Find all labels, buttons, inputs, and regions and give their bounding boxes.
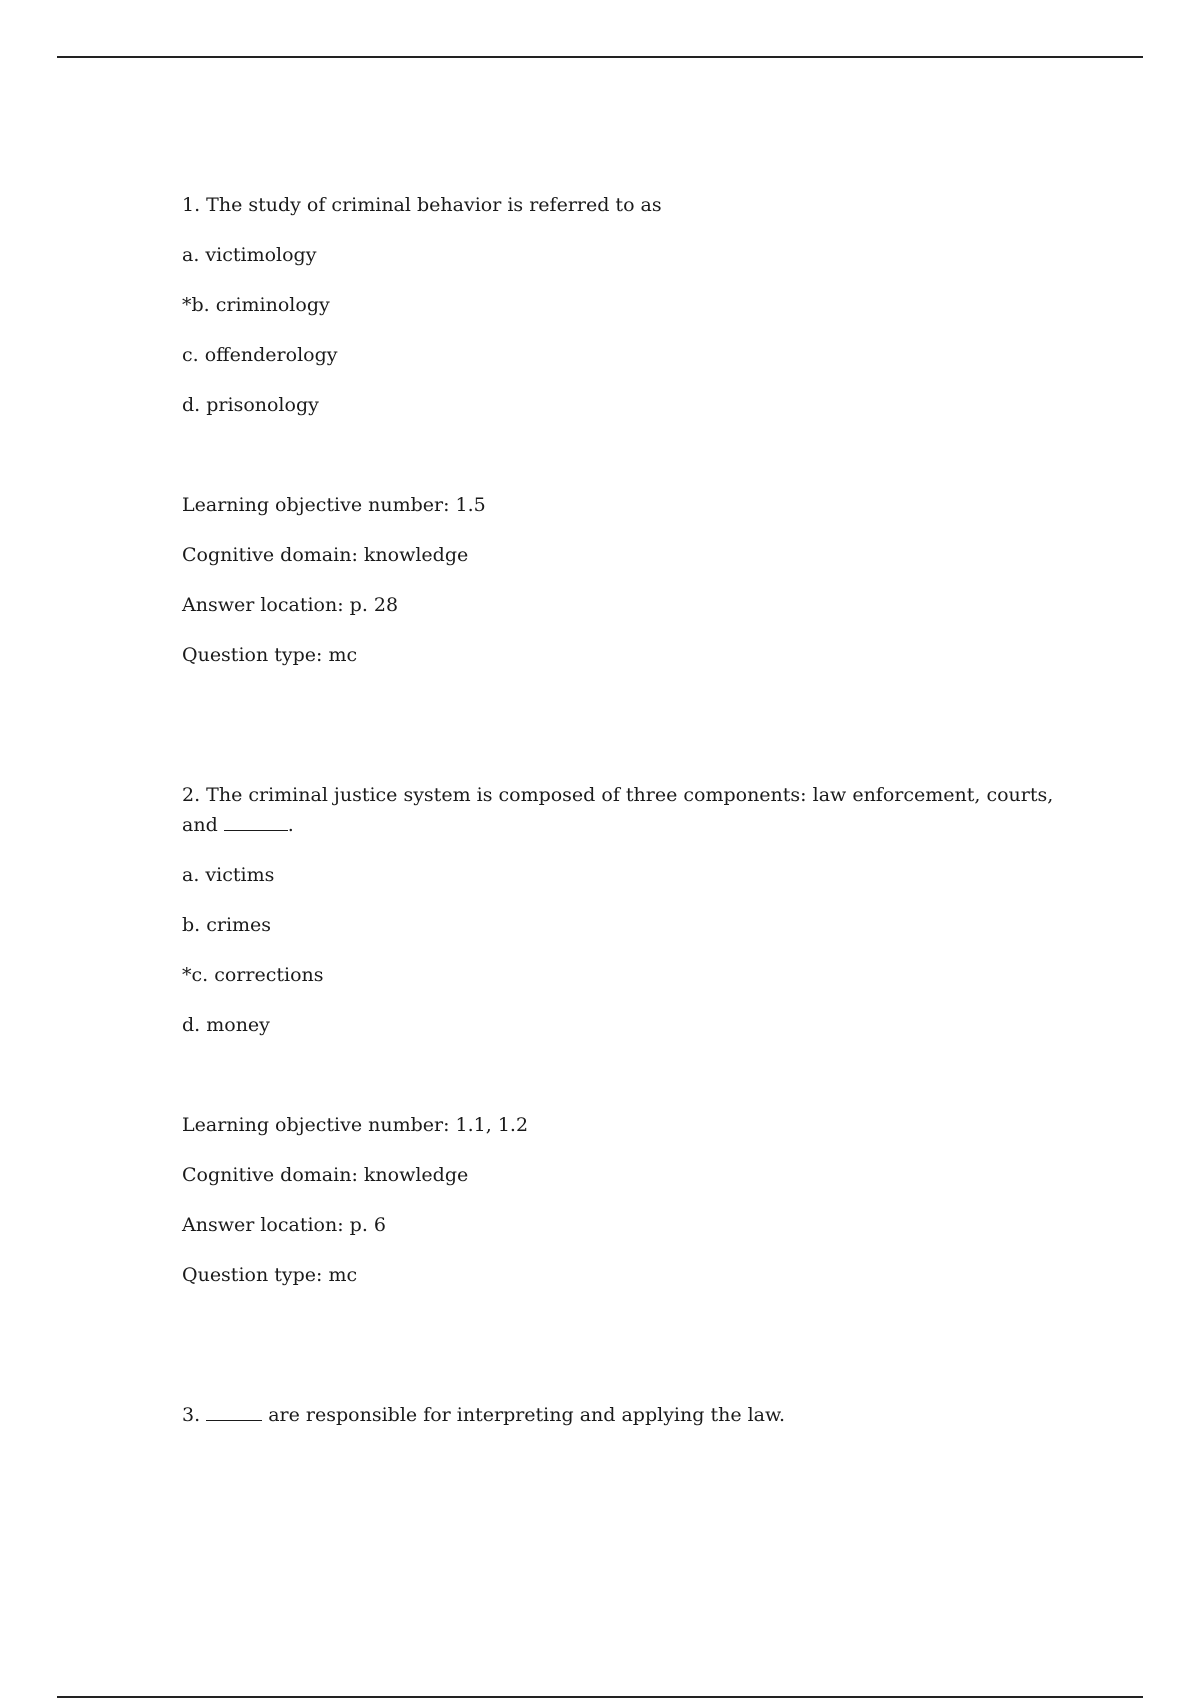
question-2 — [182, 780, 1062, 1290]
question-stem-text: 2. The criminal justice system is composed of three components: law enforcement, courts, and — [182, 784, 1060, 836]
fill-in-blank — [224, 812, 288, 831]
question-stem-end: . — [287, 814, 294, 836]
question-stem — [182, 1400, 1062, 1430]
answer-location: Answer location: p. 6 — [182, 1214, 386, 1236]
question-type: Question type: mc — [182, 1264, 358, 1286]
question-number: 3. — [182, 1404, 201, 1426]
answer-option-c: c. offenderology — [182, 344, 338, 366]
answer-option-d: d. prisonology — [182, 394, 319, 416]
document-body — [182, 190, 1062, 1450]
fill-in-blank — [206, 1402, 262, 1421]
question-stem: 1. The study of criminal behavior is referred to as — [182, 194, 662, 216]
cognitive-domain: Cognitive domain: knowledge — [182, 544, 469, 566]
question-1 — [182, 190, 1062, 670]
answer-option-a: a. victims — [182, 864, 275, 886]
answer-option-c-correct: *c. corrections — [182, 964, 324, 986]
learning-objective: Learning objective number: 1.1, 1.2 — [182, 1114, 529, 1136]
answer-option-d: d. money — [182, 1014, 270, 1036]
bottom-rule — [57, 1696, 1143, 1698]
answer-option-a: a. victimology — [182, 244, 317, 266]
question-type: Question type: mc — [182, 644, 358, 666]
answer-option-b: b. crimes — [182, 914, 272, 936]
question-stem-text: are responsible for interpreting and applying the law. — [268, 1404, 786, 1426]
answer-option-b-correct: *b. criminology — [182, 294, 330, 316]
cognitive-domain: Cognitive domain: knowledge — [182, 1164, 469, 1186]
learning-objective: Learning objective number: 1.5 — [182, 494, 486, 516]
question-3 — [182, 1400, 1062, 1430]
top-rule — [57, 56, 1143, 58]
answer-location: Answer location: p. 28 — [182, 594, 399, 616]
question-stem — [182, 780, 1062, 840]
